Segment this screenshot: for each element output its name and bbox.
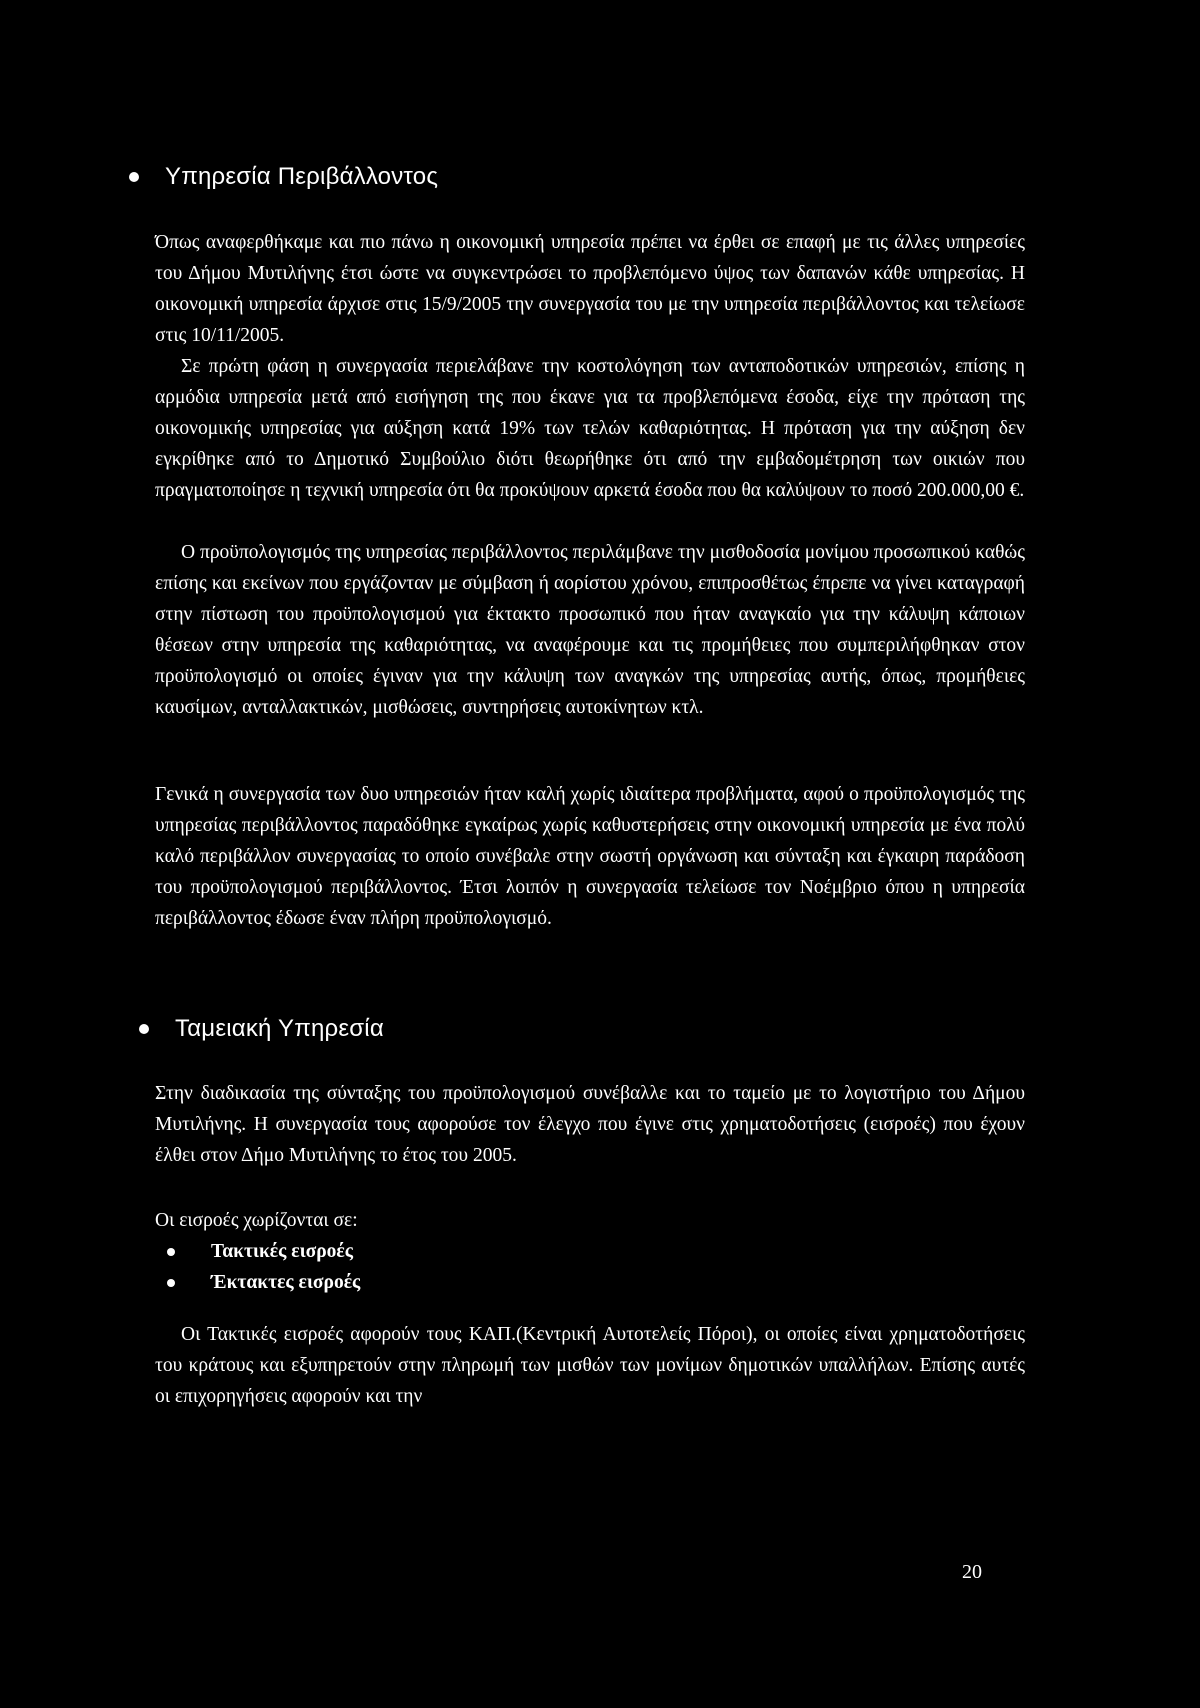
paragraph: Στην διαδικασία της σύνταξης του προϋπολογισμού συνέβαλλε και το ταμείο με το λογιστήριο του Δήμου Μυτιλήνης. Η συνεργασία τους αφορούσε τον έλεγχο που έγινε στις χρηματοδοτήσεις (εισροές) που έχουν έλθει στον Δήμο Μυτιλήνης το έτος του 2005.: [155, 1083, 1025, 1166]
list-item: [167, 1236, 360, 1267]
bullet-icon: [167, 1279, 175, 1287]
paragraph: Οι εισροές χωρίζονται σε:: [155, 1210, 358, 1231]
bullet-icon: [129, 172, 139, 182]
bullet-icon: [167, 1248, 175, 1256]
page-number: 20: [962, 1561, 982, 1583]
list-item-label: Τακτικές εισροές: [211, 1241, 353, 1262]
list-item: [167, 1267, 360, 1298]
heading-text: Υπηρεσία Περιβάλλοντος: [165, 163, 439, 190]
paragraph: Σε πρώτη φάση η συνεργασία περιελάβανε την κοστολόγηση των ανταποδοτικών υπηρεσιών, επίσης η αρμόδια υπηρεσία μετά από εισήγηση της που έκανε για τα προβλεπόμενα έσοδα, είχε την πρόταση της οικονομικής υπηρεσίας για αύξηση κατά 19% των τελών καθαριότητας. Η πρόταση για την αύξηση δεν εγκρίθηκε από το Δημοτικό Συμβούλιο διότι θεωρήθηκε ότι από την εμβαδομέτρηση των οικιών που πραγματοποίησε η τεχνική υπηρεσία ότι θα προκύψουν αρκετά έσοδα που θα καλύψουν το ποσό 200.000,00 €.: [155, 356, 1025, 501]
heading-text: Ταμειακή Υπηρεσία: [175, 1015, 384, 1042]
inflow-types-list: [167, 1236, 360, 1298]
section-heading-environment: [129, 163, 438, 191]
bullet-icon: [139, 1024, 149, 1034]
paragraph: Ο προϋπολογισμός της υπηρεσίας περιβάλλοντος περιλάμβανε την μισθοδοσία μονίμου προσωπικού καθώς επίσης και εκείνων που εργάζονταν με σύμβαση ή αορίστου χρόνου, επιπροσθέτως έπρεπε να γίνει καταγραφή στην πίστωση του προϋπολογισμού για έκτακτο προσωπικό που ήταν αναγκαίο για την κάλυψη κάποιων θέσεων στην υπηρεσία της καθαριότητας, να αναφέρουμε και τις προμήθειες που συμπεριλήφθηκαν στον προϋπολογισμό οι οποίες έγιναν για την κάλυψη των αναγκών της υπηρεσίας αυτής, όπως, προμήθειες καυσίμων, ανταλλακτικών, μισθώσεις, συντηρήσεις αυτοκίνητων κτλ.: [155, 542, 1025, 718]
paragraph: Όπως αναφερθήκαμε και πιο πάνω η οικονομική υπηρεσία πρέπει να έρθει σε επαφή με τις άλλες υπηρεσίες του Δήμου Μυτιλήνης έτσι ώστε να συγκεντρώσει το προβλεπόμενο ύψος των δαπανών κάθε υπηρεσίας. Η οικονομική υπηρεσία άρχισε στις 15/9/2005 την συνεργασία του με την υπηρεσία περιβάλλοντος και τελείωσε στις 10/11/2005.: [155, 232, 1025, 346]
paragraph: Οι Τακτικές εισροές αφορούν τους ΚΑΠ.(Κεντρική Αυτοτελείς Πόροι), οι οποίες είναι χρηματοδοτήσεις του κράτους και εξυπηρετούν στην πληρωμή των μισθών των μονίμων δημοτικών υπαλλήλων. Επίσης αυτές οι επιχορηγήσεις αφορούν και την: [155, 1324, 1025, 1407]
section-heading-treasury: [139, 1015, 384, 1043]
list-item-label: Έκτακτες εισροές: [211, 1272, 361, 1293]
paragraph: Γενικά η συνεργασία των δυο υπηρεσιών ήταν καλή χωρίς ιδιαίτερα προβλήματα, αφού ο προϋπολογισμός της υπηρεσίας περιβάλλοντος παραδόθηκε εγκαίρως χωρίς καθυστερήσεις στην οικονομική υπηρεσία με ένα πολύ καλό περιβάλλον συνεργασίας το οποίο συνέβαλε στην σωστή οργάνωση και σύνταξη και έγκαιρη παράδοση του προϋπολογισμού περιβάλλοντος. Έτσι λοιπόν η συνεργασία τελείωσε τον Νοέμβριο όπου η υπηρεσία περιβάλλοντος έδωσε έναν πλήρη προϋπολογισμό.: [155, 784, 1025, 929]
